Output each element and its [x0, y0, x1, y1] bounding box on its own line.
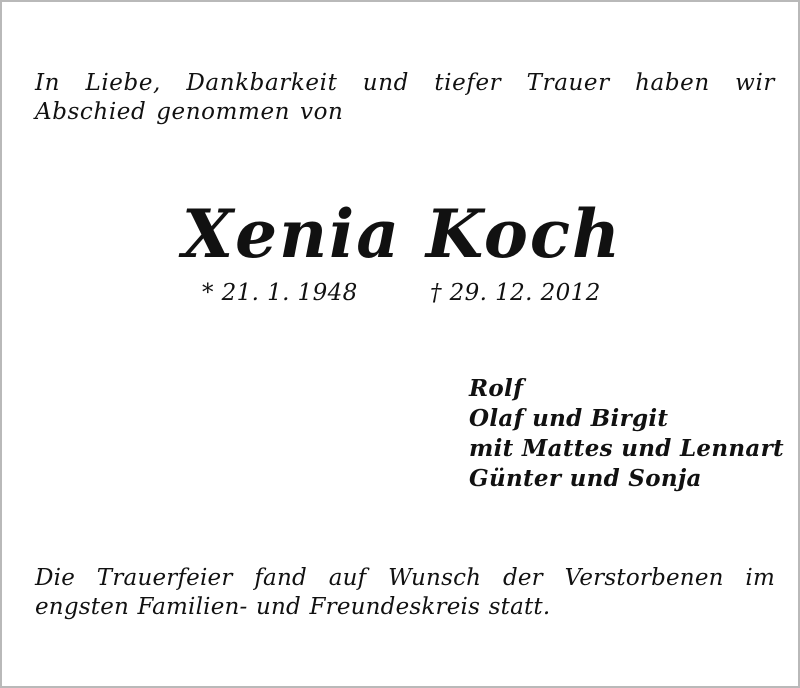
mourner-line: Günter und Sonja: [469, 465, 702, 492]
closing-text: Die Trauerfeier fand auf Wunsch der Verstorbenen im engsten Familien- und Freundeskreis statt.: [35, 565, 775, 620]
intro-text: In Liebe, Dankbarkeit und tiefer Trauer haben wir Abschied genommen von: [35, 70, 775, 125]
deceased-name: Xenia Koch: [181, 195, 623, 273]
mourner-line: mit Mattes und Lennart: [469, 435, 784, 462]
mourners-list: [469, 374, 784, 494]
mourner-line: Olaf und Birgit: [469, 405, 669, 432]
death-date: † 29. 12. 2012: [430, 280, 601, 306]
mourner-line: Rolf: [469, 375, 524, 402]
birth-date: * 21. 1. 1948: [202, 280, 358, 306]
